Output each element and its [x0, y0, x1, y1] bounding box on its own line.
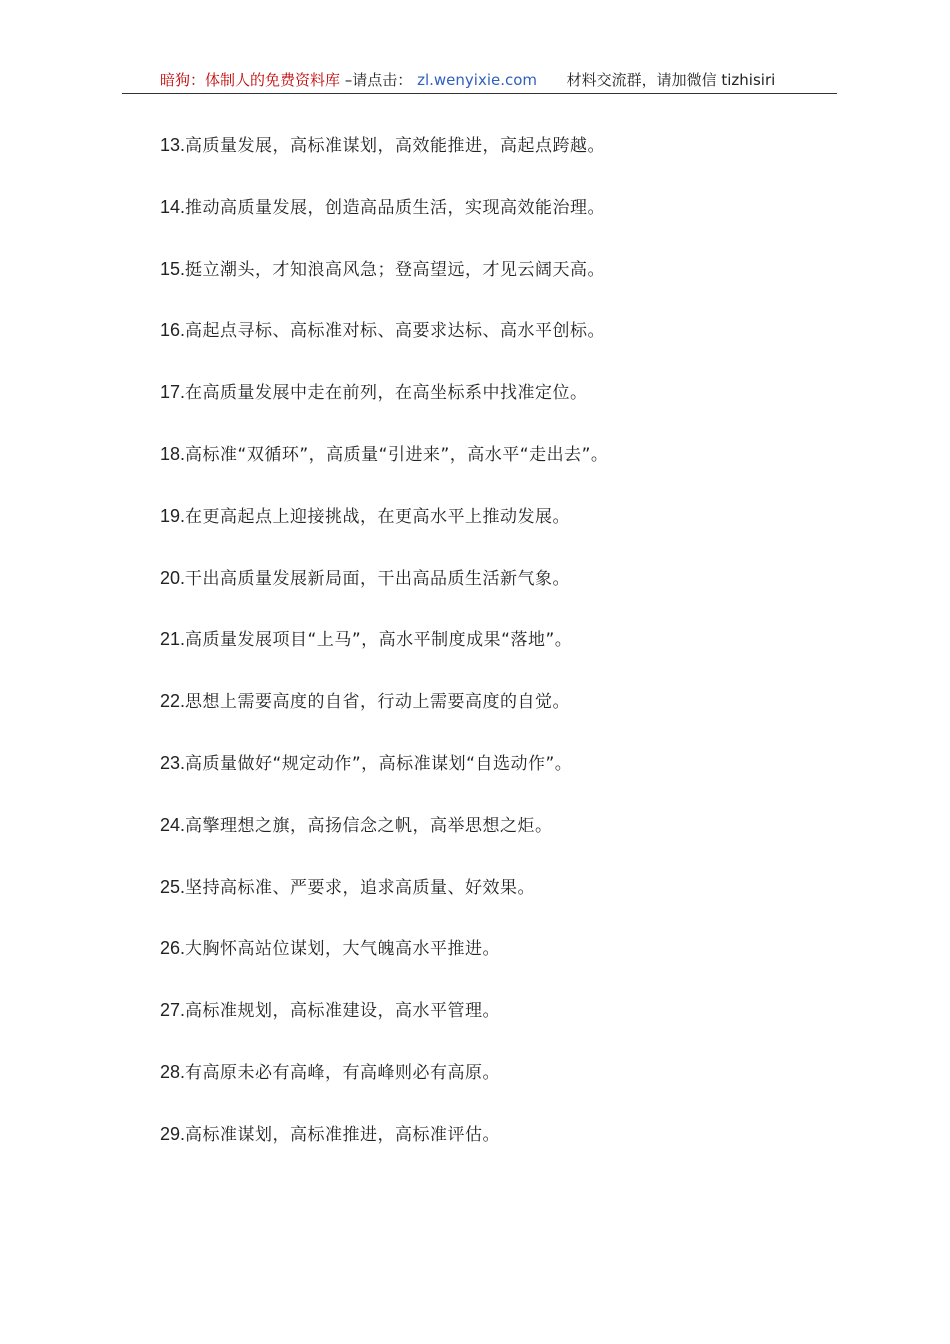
item-number: 26. — [160, 938, 186, 959]
item-text: 高质量做好“规定动作”，高标准谋划“自选动作”。 — [185, 753, 573, 774]
item-number: 20. — [160, 567, 186, 588]
header-url-link[interactable]: zl.wenyixie.com — [417, 71, 538, 89]
item-number: 28. — [160, 1061, 186, 1082]
item-text: 高质量发展项目“上马”，高水平制度成果“落地”。 — [185, 630, 573, 651]
list-item — [160, 810, 608, 872]
item-text: 大胸怀高站位谋划，大气魄高水平推进。 — [185, 939, 501, 960]
slogan-list — [160, 130, 608, 1181]
list-item — [160, 315, 608, 377]
item-text: 挺立潮头，才知浪高风急；登高望远，才见云阔天高。 — [185, 259, 606, 280]
item-number: 13. — [160, 135, 186, 155]
item-number: 21. — [160, 629, 186, 650]
list-item — [160, 501, 608, 563]
item-text: 干出高质量发展新局面，干出高品质生活新气象。 — [185, 568, 571, 589]
list-item — [160, 1057, 608, 1119]
page-header — [0, 66, 950, 96]
item-text: 推动高质量发展，创造高品质生活，实现高效能治理。 — [185, 197, 606, 218]
item-text: 高标准谋划，高标准推进，高标准评估。 — [185, 1124, 501, 1145]
list-item — [160, 1119, 608, 1181]
item-text: 高标准规划，高标准建设，高水平管理。 — [185, 1001, 501, 1022]
item-number: 25. — [160, 876, 186, 897]
header-brand: 暗狗：体制人的免费资料库 — [160, 71, 341, 89]
list-item — [160, 872, 608, 934]
item-text: 坚持高标准、严要求，追求高质量、好效果。 — [185, 877, 536, 898]
item-text: 在更高起点上迎接挑战，在更高水平上推动发展。 — [185, 506, 571, 527]
item-number: 17. — [160, 382, 186, 403]
list-item — [160, 439, 608, 501]
item-text: 高起点寻标、高标准对标、高要求达标、高水平创标。 — [185, 321, 606, 342]
item-text: 有高原未必有高峰，有高峰则必有高原。 — [185, 1062, 501, 1083]
item-text: 思想上需要高度的自省，行动上需要高度的自觉。 — [185, 692, 571, 713]
item-text: 高标准“双循环”，高质量“引进来”，高水平“走出去”。 — [185, 444, 609, 465]
item-text: 高擎理想之旗，高扬信念之帆，高举思想之炬。 — [185, 815, 553, 836]
item-number: 23. — [160, 752, 186, 773]
item-text: 在高质量发展中走在前列，在高坐标系中找准定位。 — [185, 383, 588, 404]
list-item — [160, 995, 608, 1057]
list-item — [160, 130, 608, 192]
list-item — [160, 192, 608, 254]
header-contact: 材料交流群，请加微信 tizhisiri — [566, 71, 776, 89]
list-item — [160, 624, 608, 686]
item-number: 29. — [160, 1123, 186, 1144]
header-divider — [122, 93, 837, 94]
list-item — [160, 686, 608, 748]
list-item — [160, 377, 608, 439]
item-text: 高质量发展，高标准谋划，高效能推进，高起点跨越。 — [185, 136, 606, 156]
item-number: 18. — [160, 443, 186, 464]
item-number: 19. — [160, 505, 186, 526]
list-item — [160, 933, 608, 995]
item-number: 24. — [160, 814, 186, 835]
list-item — [160, 563, 608, 625]
header-line — [160, 70, 775, 90]
item-number: 22. — [160, 691, 186, 712]
list-item — [160, 748, 608, 810]
header-prompt: –请点击： — [344, 71, 413, 89]
item-number: 14. — [160, 196, 186, 217]
item-number: 16. — [160, 320, 186, 341]
item-number: 27. — [160, 1000, 186, 1021]
list-item — [160, 254, 608, 316]
item-number: 15. — [160, 258, 186, 279]
